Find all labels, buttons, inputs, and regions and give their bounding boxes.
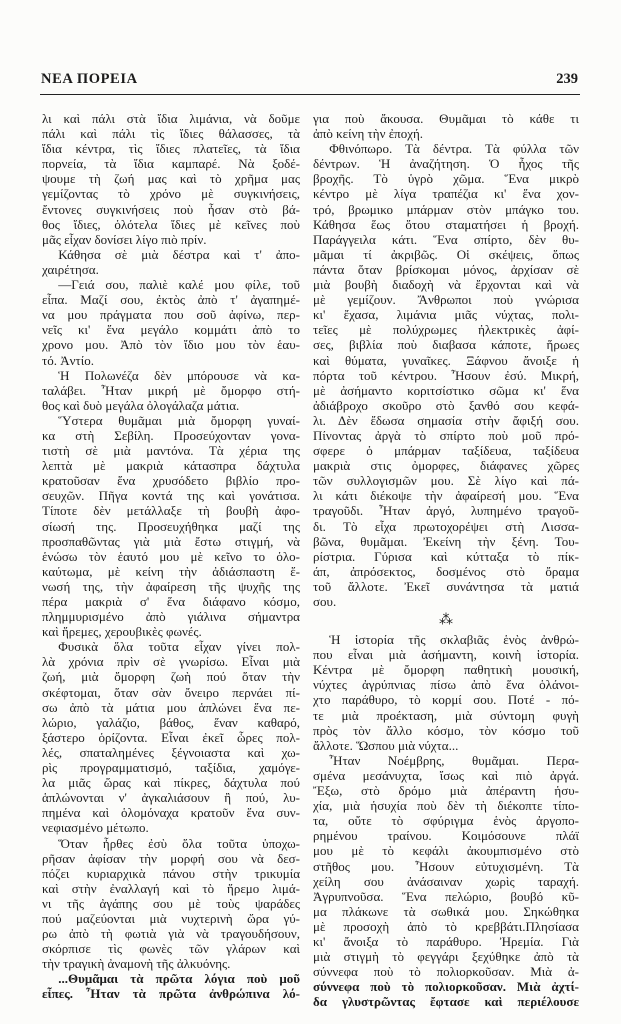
text-line: εἶπα. Μαζί σου, ἐκτὸς ἀπὸ τ' ἀγαπημέ- <box>42 292 300 308</box>
text-line: Κάθησα ἕως ὅτου σταματήσει ἡ βροχή. <box>313 216 579 232</box>
header-rule <box>40 94 580 95</box>
text-line: πού μαζεύονται μιὰ νυχτερινὴ ὥρα γύ- <box>42 910 300 926</box>
text-line: στῆθος μου. Ἦσουν εὐτυχισμένη. Τὰ <box>313 858 579 874</box>
text-line: δα γλυστρῶντας ἔφτασε καὶ περιέλουσε <box>313 994 579 1010</box>
paragraph <box>42 639 300 835</box>
paragraph <box>42 368 300 413</box>
text-line: σες, βιβλία ποὺ διαβασα κάποτε, ἥρωες <box>313 337 579 353</box>
text-line: ἄλλοτε. Ὥσπου μιὰ νύχτα... <box>313 737 459 753</box>
text-line: για ποὺ ἄκουσα. Θυμᾶμαι τὸ κάθε τι <box>313 111 579 126</box>
text-line: —Γειά σου, παλιὲ καλέ μου φίλε, τοῦ <box>58 277 300 293</box>
text-line: μᾶμαι τί ἀκριβῶς. Οἱ σκέψεις, ὅπως <box>313 246 579 262</box>
text-line: Ἡ ἱστορία τῆς σκλαβιᾶς ἑνὸς ἀνθρώ- <box>329 632 579 648</box>
text-line: ταλάβει. Ἦταν μικρή μὲ ὄμορφο στή- <box>42 382 300 398</box>
text-line: νωσή της, τὴν ἀφαίρεση τῆς ψυχῆς της <box>42 578 300 594</box>
text-line: χαιρέτησα. <box>42 261 99 277</box>
text-line: σου. <box>313 594 337 609</box>
text-line: προσπαθῶντας γιὰ μιὰ ἔστω στιγμή, νὰ <box>42 533 300 549</box>
text-line: να μου πράγματα που σοῦ ἀφίνω, περ- <box>42 307 300 323</box>
text-line: λές, σπαταλημένες ξέγνοιαστα καὶ χω- <box>42 744 300 760</box>
text-line: που εἶναι μιὰ ἀσήμαντη, κοινὴ ἱστορία. <box>313 647 579 663</box>
text-line: ἔντονες συγκινήσεις ποὺ ἦσαν στὸ βά- <box>42 201 300 217</box>
text-line: νεῖς κι' ἕνα μεγάλο κομμάτι ἀπὸ το <box>42 322 300 338</box>
text-line: κι' ἔχασα, λιμάνια μιᾶς νύχτας, πολι- <box>313 307 579 323</box>
left-text-column <box>42 111 300 1002</box>
text-line: μιὰ στιγμὴ τὸ φεγγάρι ξεχύθηκε ἀπὸ τὰ <box>313 949 579 965</box>
text-line: μιὰ βουβὴ διαδοχὴ νὰ ἔρχονται καὶ νὰ <box>313 277 579 293</box>
text-line: καύτωμα, μὲ κείνη τὴν ἀδιάσπαστη ἕ- <box>42 563 300 579</box>
text-line: ἑνώσω τὸν ἑαυτό μου μὲ κεῖνο το ὁλο- <box>42 548 300 564</box>
text-line: σμένα μεσάνυχτα, ἴσως καὶ πιὸ ἀργά. <box>313 767 579 783</box>
text-line: Ἡ Πολωνέζα δὲν μπόρουσε νὰ κα- <box>58 367 300 383</box>
text-line: καὶ θύματα, γυναῖκες. Ξάφνου ἄνοιξε ἡ <box>313 352 579 368</box>
text-line: εἶπες. Ἦταν τὰ πρῶτα ἀνθρώπινα λό- <box>42 986 300 1002</box>
text-line: Ἔξω, στὸ δρόμο μιὰ ἀπέραντη ἡσυ- <box>313 783 579 799</box>
text-line: πάντα ὅταν βρίσκομαι μόνος, ἀρχίσαν σὲ <box>313 261 579 277</box>
paragraph <box>42 971 300 1001</box>
text-line: σύννεφα ποὺ τὸ πολιορκοῦσαν. Μιὰ ἀ- <box>313 964 579 980</box>
text-line: μα πλάκωνε τὰ σωθικά μου. Σηκώθηκα <box>313 903 579 919</box>
paragraph <box>313 753 579 1010</box>
paragraph <box>42 247 300 277</box>
text-line: τραγοῦδι. Ἦταν ἀργό, λυπημένο τραγοῦ- <box>313 503 579 519</box>
text-line: σκέφτομαι, ὅταν σὰν ὄνειρο περνάει πί- <box>42 684 300 700</box>
text-line: Ἀγρυπνοῦσα. Ἕνα πελώριο, βουβό κῦ- <box>313 888 579 904</box>
text-line: ψουμε τὴ ζωή μας καὶ τὸ χρῆμα μας <box>42 171 300 187</box>
text-line: χείλη σου ἀνάσαιναν χωρὶς ταραχή. <box>313 873 579 889</box>
text-line: ἀδιάβροχο σκοῦρο στὸ ξανθό σου κεφά- <box>313 397 579 413</box>
text-line: πορνεία, τὰ ἴδια καμπαρέ. Νὰ ξοδέ- <box>42 156 300 172</box>
text-line: κα στὴ Σεβίλη. Προσεύχονταν γονα- <box>42 427 300 443</box>
text-line: τε μιὰ προέκταση, μιὰ σύντομη φυγὴ <box>313 707 579 723</box>
text-line: τρό, βρωμικο μπάρμαν στὸν μπάγκο του. <box>313 201 579 217</box>
text-line: ἀπὸ κείνη τὴν ἐποχή. <box>313 126 424 142</box>
text-line: βροχῆς. Τὸ ὑγρὸ χῶμα. Ἕνα μικρὸ <box>313 171 579 187</box>
text-line: πημένα καὶ ὁλομόναχα κρατοῦν ἕνα συν- <box>42 805 300 821</box>
text-line: ρω ἀπὸ τὴ φωτιὰ γιὰ νὰ τραγουδήσουν, <box>42 926 300 942</box>
text-line: κρατοῦσαν ἕνα χρυσόδετο βιβλίο προ- <box>42 473 300 489</box>
text-line: ρὶς προγραμματισμό, ταξίδια, χαμόγε- <box>42 760 300 776</box>
paragraph <box>313 141 579 609</box>
text-line: κέντρο μὲ λίγα τραπέζια κι' ἕνα χον- <box>313 186 579 202</box>
text-line: λι καὶ πάλι στὰ ἴδια λιμάνια, νὰ δοῦμε <box>42 111 300 126</box>
text-line: ἴδια κέντρα, τὶς ἴδιες πλατεῖες, τὰ ἴδια <box>42 141 300 157</box>
paragraph <box>42 413 300 639</box>
text-line: χτο παράθυρο, τὸ κορμί σου. Ποτέ - πό- <box>313 692 579 708</box>
paragraph <box>42 111 300 247</box>
text-line: Πίνοντας ἀργὰ τὸ σπίρτο ποὺ μοῦ πρό- <box>313 427 579 443</box>
text-line: καὶ στὴν ἐναλλαγή καὶ τὸ ἥρεμο λιμά- <box>42 880 300 896</box>
text-line: ξάστερο ὁρίζοντα. Εἶναι ἐκεῖ ὧρες πολ- <box>42 729 300 745</box>
section-break-asterism: ⁂ <box>439 612 453 629</box>
right-column-section-two <box>313 632 579 1009</box>
text-line: βῶνα, θυμᾶμαι. Ἐκείνη τὴν ξένη. Του- <box>313 533 579 549</box>
text-line: Κάθησα σὲ μιὰ δέστρα καὶ τ' ἀπο- <box>58 246 300 262</box>
text-line: λι. Δὲν ἔδωσα σημασία στὴν ἄφιξή σου. <box>313 412 579 428</box>
text-line: Ὕστερα θυμᾶμαι μιὰ ὄμορφη γυναί- <box>58 412 300 428</box>
text-line: γεμίζοντας τὸ χρόνο μὲ συγκινήσεις, <box>42 186 300 202</box>
text-line: τὴν τραγικὴ ἀναμονὴ τῆς ἀλκυόνης. <box>42 956 231 972</box>
text-line: μου μὲ τὸ κεφάλι ἀκουμπισμένο στὸ <box>313 843 579 859</box>
text-line: σω ἀπὸ τὰ μάτια μου ἁπλώνει ἕνα πε- <box>42 699 300 715</box>
text-line: νύχτες ἀγρύπνιας πίσω ἀπὸ ἕνα ὁλάνοι- <box>313 677 579 693</box>
text-line: ρίστρια. Γύρισα καὶ κύτταξα τὸ πίκ- <box>313 548 579 564</box>
text-line: άπ, ἀπρόσεκτος, δοσμένος στὸ ὄραμα <box>313 563 579 579</box>
paragraph <box>313 111 579 141</box>
text-line: σφερε ὁ μπάρμαν ταξίδευα, ταξίδευα <box>313 443 579 459</box>
paragraph <box>42 836 300 972</box>
text-line: Ἦταν Νοέμβρης, θυμᾶμαι. Περα- <box>329 752 579 768</box>
text-line: τό. Ἀντίο. <box>42 352 94 368</box>
text-line: ρημένου τραίνου. Κοιμόσουνε πλάϊ <box>313 828 579 844</box>
text-line: πέρα μακριὰ σ' ἕνα διάφανο κόσμο, <box>42 594 300 609</box>
text-line: σευχῶν. Πῆγα κοντά της καὶ γονάτισα. <box>42 488 300 504</box>
text-line: Φυσικὰ ὅλα τοῦτα εἶχαν γίνει πολ- <box>58 639 300 655</box>
paragraph <box>313 632 579 753</box>
page-number: 239 <box>556 71 578 87</box>
text-line: ἁπλώνονται ν' ἀγκαλιάσουν ἢ πού, λυ- <box>42 790 300 806</box>
text-line: ρῆσαν ἀφίσαν τὴν μορφή σου νὰ δεσ- <box>42 850 300 866</box>
text-line: τα, οὔτε τὸ σφύριγμα ἑνὸς ἀργοπο- <box>313 813 579 829</box>
text-line: σύννεφα ποὺ τὸ πολιορκοῦσαν. Μιὰ ἀχτί- <box>313 979 579 995</box>
text-line: χία, μιὰ ἡσυχία ποὺ δὲν τὴ διέκοπτε τίπο- <box>313 798 579 814</box>
text-line: νι τῆς ἀγάπης σου μὲ τοὺς ψαράδες <box>42 895 300 911</box>
text-line: Κέντρα μὲ ὄμορφη παθητικὴ μουσική, <box>313 662 579 678</box>
running-head <box>41 66 578 88</box>
text-line: πόζει κυριαρχικὰ πάνου στὴν τρικυμία <box>42 865 300 881</box>
text-line: νεφιασμένο μέτωπο. <box>42 820 149 836</box>
text-line: λι κάτι διέκοψε τὴν ἀφαίρεσή μου. Ἕνα <box>313 488 579 504</box>
text-line: μακριὰ στις ὀμορφες, διάφανες χῶρες <box>313 458 579 474</box>
text-line: δέντρων. Ἡ ἀναζήτηση. Ὁ ἦχος τῆς <box>313 156 579 172</box>
text-line: θος ἴδιες, ὁλότελα ἴδιες μὲ κεῖνες ποὺ <box>42 216 300 232</box>
text-line: Τίποτε δὲν μετάλλαξε τὴ βουβὴ ἀφο- <box>42 503 300 519</box>
text-line: μᾶς εἶχαν δονίσει λίγο πιὸ πρίν. <box>42 231 207 247</box>
text-line: τῶν συλλογισμῶν μου. Σὲ λίγο καὶ πά- <box>313 473 579 489</box>
text-line: θος καὶ δυὸ μεγάλα ὀλογάλαζα μάτια. <box>42 397 240 413</box>
text-line: τοῦ ἄλλοτε. Ἐκεῖ συνάντησα τὰ ματιά <box>313 578 579 594</box>
text-line: πρὸς τὸν ἄλλο κόσμο, τὸν κόσμο τοῦ <box>313 722 579 738</box>
text-line: Ὅταν ἦρθες ἐσὺ ὅλα τοῦτα ὑποχω- <box>58 835 300 851</box>
text-line: κι' ἄνοιξα τὸ παράθυρο. Ἠρεμία. Γιὰ <box>313 933 579 949</box>
text-line: σκόρπισε τὶς φωνὲς τῶν γλάρων καὶ <box>42 941 300 957</box>
text-line: Παράγγειλα κάτι. Ἕνα σπίρτο, δὲν θυ- <box>313 231 579 247</box>
text-line: μὲ γεμίζουν. Ἄνθρωποι ποὺ γνώρισα <box>313 292 579 308</box>
paragraph <box>42 277 300 368</box>
text-line: πόρτα τοῦ κέντρου. Ἦσουν ἐσύ. Μικρή, <box>313 367 579 383</box>
text-line: δι. Τὸ εἶχα πρωτοχορέψει στὴ Λισσα- <box>313 518 579 534</box>
text-line: Φθινόπωρο. Τὰ δέντρα. Τὰ φύλλα τῶν <box>329 141 579 157</box>
right-text-column <box>313 111 579 1009</box>
text-line: καὶ ἥρεμες, χερουβικὲς φωνές. <box>42 624 202 640</box>
text-line: πλημμυρισμένο ἀπὸ γιάλινα σήμαντρα <box>42 609 300 625</box>
text-line: λα μιᾶς ὥρας καὶ πίκρες, δάχτυλα πού <box>42 775 300 791</box>
text-line: λὰ χρόνια πρὶν σὲ γνωρίσω. Εἶναι μιὰ <box>42 654 300 670</box>
right-column-section-one <box>313 111 579 609</box>
text-line: λεπτὰ μὲ μακριὰ κάτασπρα δάχτυλα <box>42 458 300 474</box>
text-line: ...Θυμᾶμαι τὰ πρῶτα λόγια ποὺ μοῦ <box>58 971 300 987</box>
text-line: τεῖες μὲ πολύχρωμες ἠλεκτρικὲς ἀφί- <box>313 322 579 338</box>
text-line: χρονο μου. Ἀπὸ τὸν ἴδιο μου τὸν ἑαυ- <box>42 337 300 353</box>
text-line: ζωή, μιὰ ὄμορφη ζωὴ πού ὅταν τὴν <box>42 669 300 685</box>
text-line: τιστὴ σὲ μιὰ μαντόνα. Τὰ χέρια της <box>42 443 300 459</box>
text-line: σίωσή της. Προσευχήθηκα μαζί της <box>42 518 300 534</box>
journal-title: ΝΕΑ ΠΟΡΕΙΑ <box>41 71 138 87</box>
text-line: λώριο, γαλάζιο, βάθος, ἕναν καθαρό, <box>42 714 300 730</box>
text-line: μὲ προσοχὴ ἀπὸ τὸ κρεββάτι.Πλησίασα <box>313 918 579 934</box>
text-line: μὲ ἀσήμαντο κοριτσίστικο σῶμα κι' ἕνα <box>313 382 579 398</box>
text-line: πάλι καὶ πάλι τὶς ἴδιες θάλασσες, τὰ <box>42 126 300 142</box>
